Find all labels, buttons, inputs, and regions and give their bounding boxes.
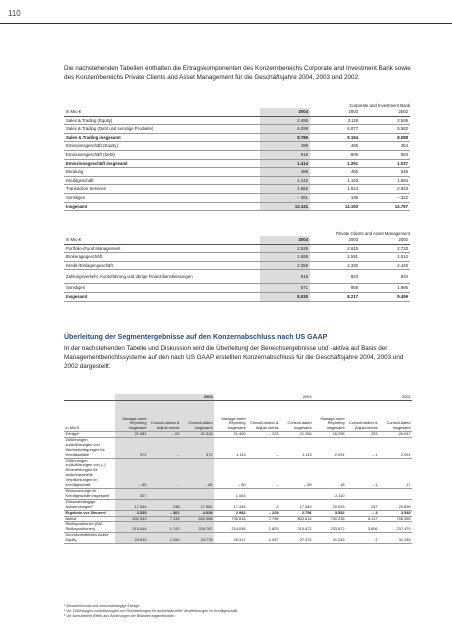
unit-label: in Mio € <box>64 401 115 432</box>
cell-value: – 3 <box>346 510 379 516</box>
table-segment-reconciliation <box>64 394 412 544</box>
cib-table <box>64 108 410 211</box>
cell-value: 1.414 <box>260 159 310 168</box>
cell-value <box>181 488 214 499</box>
pcam-table <box>64 236 410 302</box>
cell-value: 803.614 <box>280 516 313 522</box>
cell-value: 2.425 <box>360 261 410 270</box>
cell-value: – 223 <box>247 432 280 438</box>
intro-paragraph: Die nachstehenden Tabellen enthalten die Ertragskomponenten des Konzernbereichs Corporate and Investment Bank sowie des Konzernbereichs Private Clients and Asset Management für die Geschäftsjahre 2004, 2003 und 2002: <box>64 65 411 81</box>
row-label: Beratung <box>64 168 260 177</box>
column-header-row <box>64 401 412 432</box>
cell-value: 8.088 <box>360 133 410 142</box>
year-header: 2004 <box>260 108 310 116</box>
total-label: Insgesamt <box>64 202 260 211</box>
cell-value: 5.582 <box>360 125 410 134</box>
cell-value: – 50 <box>214 458 247 488</box>
table-row <box>64 150 410 159</box>
cell-value: – <box>247 437 280 458</box>
cell-value <box>379 488 412 499</box>
footnote-2: ² Vor Zuführungen zu/Auflösungen von Rückstellungen für außerbilanzielle Verpflichtungen im Kreditgeschäft. <box>64 609 238 613</box>
column-header: Consoli-dated insgesamt <box>379 401 412 432</box>
cell-value: 2.982 <box>214 510 247 516</box>
column-header: Manage-ment Reporting insgesamt <box>313 401 346 432</box>
year-header: 2002 <box>360 108 410 116</box>
year-header: 2003 <box>310 108 360 116</box>
cell-value: 795.818 <box>214 516 247 522</box>
cell-value: 31.246 <box>379 533 412 544</box>
cell-value: 2.526 <box>260 244 310 253</box>
total-value: 13.331 <box>260 202 310 211</box>
table-row <box>64 185 410 194</box>
cell-value: 8.117 <box>346 516 379 522</box>
table-row <box>64 244 410 253</box>
cell-value: 2.843 <box>360 185 410 194</box>
cell-value: 26.547 <box>379 432 412 438</box>
table-row <box>64 458 412 488</box>
row-label: Kredit-/Einlagengeschäft <box>64 261 260 270</box>
cell-value: 215.672 <box>280 522 313 533</box>
year-header: 2002 <box>360 236 410 244</box>
table-row <box>64 522 412 533</box>
cell-value: 571 <box>260 284 310 293</box>
row-label: Brokeragegeschäft <box>64 253 260 262</box>
cell-value: 1.113 <box>280 437 313 458</box>
row-label: Sonstiges <box>64 193 260 202</box>
cell-value: 1.825 <box>247 522 280 533</box>
total-label: Insgesamt <box>64 292 260 301</box>
reconciliation-table <box>64 394 412 544</box>
total-value: 14.193 <box>310 202 360 211</box>
row-label: Zuführungen zu/Auflösungen von Wertberichtigungen für Kreditausfälle <box>64 437 115 458</box>
cell-value: 4.330 <box>115 510 148 516</box>
cell-value: 6.299 <box>260 125 310 134</box>
cell-value: 17 <box>379 458 412 488</box>
total-row <box>64 202 410 211</box>
cell-value: 1.986 <box>360 284 410 293</box>
cell-value: 2.091 <box>313 437 346 458</box>
cell-value: 1.259 <box>148 533 181 544</box>
cell-value: 3 <box>247 499 280 510</box>
cell-value: – 63 <box>148 432 181 438</box>
cell-value: 26.295 <box>313 432 346 438</box>
cell-value: 9.194 <box>310 133 360 142</box>
row-label: Zinsunabhängige Aufwendungen² <box>64 499 115 510</box>
row-label: Emissionsgeschäft (Equity) <box>64 142 260 151</box>
cell-value: 20.633 <box>313 499 346 510</box>
cell-value: 257 <box>346 499 379 510</box>
row-label: Portfolio-/Fund Management <box>64 244 260 253</box>
section-paragraph: In der nachstehenden Tabelle und Diskussion wird die Überleitung der Bereichsergebnisse und -aktiva auf Basis der Managementberichtssysteme auf den nach US GAAP erstellten Konzernabschluss für die Geschäftsjahre 2004, 2003 und 2002 dargestellt: <box>64 345 404 370</box>
table-row <box>64 193 410 202</box>
table-corporate-investment-bank <box>64 103 410 211</box>
cell-value: – <box>247 458 280 488</box>
cell-value: 485 <box>310 142 360 151</box>
cell-value: 21.918 <box>181 432 214 438</box>
table-row <box>64 176 410 185</box>
column-header: Consoli-dated insgesamt <box>280 401 313 432</box>
table-row <box>64 116 410 125</box>
cell-value: 916 <box>260 150 310 159</box>
cell-value: 21.490 <box>214 432 247 438</box>
cell-value: – 1 <box>346 458 379 488</box>
cell-value: 233.872 <box>313 522 346 533</box>
cell-value: 17.582 <box>181 499 214 510</box>
cell-value: 1.113 <box>214 437 247 458</box>
cell-value: 31.243 <box>313 533 346 544</box>
cell-value: – <box>148 458 181 488</box>
total-value: 8.030 <box>260 292 310 301</box>
cell-value: 6.077 <box>310 125 360 134</box>
cell-value: 2.506 <box>360 116 410 125</box>
cell-value: 17.449 <box>280 499 313 510</box>
cell-value: 1.914 <box>310 185 360 194</box>
cell-value: 750.238 <box>313 516 346 522</box>
cell-value: 2.615 <box>310 244 360 253</box>
year-header: 2004 <box>115 394 214 401</box>
row-label: Risikovorsorge im Kreditgeschäft insgesamt <box>64 488 115 499</box>
cell-value: – 1 <box>346 437 379 458</box>
cell-value: – 322 <box>360 193 410 202</box>
cell-value: – 50 <box>280 458 313 488</box>
cell-value: 1.743 <box>148 522 181 533</box>
total-value: 8.217 <box>310 292 360 301</box>
cell-value: 840.068 <box>181 516 214 522</box>
total-row <box>64 292 410 301</box>
cell-value: 17.445 <box>214 499 247 510</box>
cell-value: 8.785 <box>260 133 310 142</box>
cell-value: 18 <box>313 458 346 488</box>
cell-value: 823 <box>310 270 360 284</box>
cell-value <box>346 488 379 499</box>
cell-value: 1.037 <box>360 159 410 168</box>
table-private-clients-asset-management <box>64 231 410 302</box>
section-heading: Überleitung der Segmentergebnisse auf den Konzernabschluss nach US GAAP <box>64 334 328 341</box>
table-row <box>64 159 410 168</box>
cell-value: 1.142 <box>260 176 310 185</box>
cell-value <box>280 488 313 499</box>
row-label: Emissionsgeschäft (Debt) <box>64 150 260 159</box>
row-label: Zuführungen zu/Auflösungen von (–) Rückstellungen für außerbilanzielle Verpflichtungen im Kreditgeschäft <box>64 458 115 488</box>
cell-value: 843 <box>360 270 410 284</box>
cell-value: 2.358 <box>260 261 310 270</box>
cell-value: – 65 <box>115 458 148 488</box>
total-value: 13.797 <box>360 202 410 211</box>
cell-value: 20.890 <box>379 499 412 510</box>
year-header: 2004 <box>260 236 310 244</box>
column-header: Manage-ment Reporting insgesamt <box>115 401 148 432</box>
cell-value: 2.330 <box>310 261 360 270</box>
unit-label: in Mio € <box>64 236 260 244</box>
cell-value: 7.135 <box>148 516 181 522</box>
total-value: 9.499 <box>360 292 410 301</box>
cell-value: 832.933 <box>115 516 148 522</box>
cell-value: 2.486 <box>260 116 310 125</box>
row-label: Zahlungsverkehr, Kontoführung und übrige Finanzdienstleistungen <box>64 270 260 284</box>
table-row <box>64 437 412 458</box>
table-caption: Private Clients and Asset Management <box>335 231 410 236</box>
cell-value: 1.193 <box>310 176 360 185</box>
row-label: Erträge¹ <box>64 432 115 438</box>
cell-value: 546 <box>360 168 410 177</box>
cell-value: 3.552 <box>313 510 346 516</box>
year-header: 2003 <box>214 394 313 401</box>
column-header: Consoli-dation & Adjust-ments <box>148 401 181 432</box>
footnotes <box>64 604 444 619</box>
footnote-1: ¹ Zinsüberschuss und zinsunabhängige Erträge. <box>64 604 141 608</box>
cell-value: 1.291 <box>310 159 360 168</box>
cell-value: 26.317 <box>214 533 247 544</box>
cell-value: 1.862 <box>260 185 310 194</box>
cell-value: – 361 <box>260 193 310 202</box>
table-row <box>64 488 412 499</box>
cell-value: 2.110 <box>313 488 346 499</box>
row-label: Sales & Trading (Equity) <box>64 116 260 125</box>
row-label: Sales & Trading insgesamt <box>64 133 260 142</box>
row-label: Emissionsgeschäft insgesamt <box>64 159 260 168</box>
cell-value: 499 <box>260 142 310 151</box>
cell-value: 24.778 <box>181 533 214 544</box>
year-header: 2003 <box>310 236 360 244</box>
cell-value: 1.591 <box>310 253 360 262</box>
cell-value: 21.268 <box>280 432 313 438</box>
cell-value: 7.796 <box>247 516 280 522</box>
column-header: Consoli-dation & Adjust-ments <box>247 401 280 432</box>
row-label: Sonstiges <box>64 284 260 293</box>
cell-value: – 225 <box>247 510 280 516</box>
row-label: Sales & Trading (Debt und sonstige Produkte) <box>64 125 260 134</box>
cell-value: 3.606 <box>346 522 379 533</box>
cell-value: 238 <box>148 499 181 510</box>
row-label: Kreditgeschäft <box>64 176 260 185</box>
cell-value <box>247 488 280 499</box>
table-header-row <box>64 236 410 244</box>
footnote-3: ³ Vor kumuliertem Effekt aus Änderungen der Bilanzierungsmethoden. <box>64 614 176 618</box>
column-header: Consoli-dated insgesamt <box>181 401 214 432</box>
cell-value: 1.604 <box>360 176 410 185</box>
table-row <box>64 270 410 284</box>
cell-value <box>148 488 181 499</box>
cell-value: 2.733 <box>360 244 410 253</box>
cell-value: 23.519 <box>115 533 148 544</box>
cell-value: 214.048 <box>214 522 247 533</box>
cell-value: 915 <box>260 270 310 284</box>
table-row <box>64 499 412 510</box>
table-row <box>64 133 410 142</box>
unit-label: in Mio € <box>64 108 260 116</box>
column-header: Consoli-dation & Adjust-ments <box>346 401 379 432</box>
cell-value: 2.756 <box>280 510 313 516</box>
table-row <box>64 253 410 262</box>
row-label: Ergebnis vor Steuern³ <box>64 510 115 516</box>
cell-value: – <box>148 437 181 458</box>
page-number: 110 <box>8 9 21 18</box>
cell-value: 2.091 <box>379 437 412 458</box>
cell-value: 758.355 <box>379 516 412 522</box>
column-header: Manage-ment Reporting insgesamt <box>214 401 247 432</box>
cell-value: 4.029 <box>181 510 214 516</box>
cell-value: 806 <box>310 150 360 159</box>
cell-value: 307 <box>115 488 148 499</box>
cell-value: 488 <box>260 168 310 177</box>
cell-value: 354 <box>360 142 410 151</box>
cell-value: 465 <box>310 168 360 177</box>
row-label: Aktiva <box>64 516 115 522</box>
cell-value: 1.057 <box>247 533 280 544</box>
cell-value: 1.659 <box>260 253 310 262</box>
cell-value: 253 <box>346 432 379 438</box>
cell-value: – 65 <box>181 458 214 488</box>
table-header-row <box>64 108 410 116</box>
row-label: Durchschnittliches Active Equity <box>64 533 115 544</box>
row-label: Risikopositionen (BIZ-Risikopositionen) <box>64 522 115 533</box>
table-row <box>64 261 410 270</box>
cell-value: 2 <box>346 533 379 544</box>
cell-value: 136 <box>310 193 360 202</box>
table-row <box>64 284 410 293</box>
cell-value: 215.044 <box>115 522 148 533</box>
cell-value: 1.512 <box>360 253 410 262</box>
cell-value: 21.981 <box>115 432 148 438</box>
cell-value: – 301 <box>148 510 181 516</box>
table-row <box>64 533 412 544</box>
row-label: Transaction Services <box>64 185 260 194</box>
table-row <box>64 125 410 134</box>
cell-value: 1.063 <box>214 488 247 499</box>
cell-value: 237.479 <box>379 522 412 533</box>
header-rule <box>0 23 452 24</box>
cell-value: 372 <box>181 437 214 458</box>
cell-value: 683 <box>360 150 410 159</box>
cell-value: 216.787 <box>181 522 214 533</box>
cell-value: 27.374 <box>280 533 313 544</box>
cell-value: 3.549 <box>379 510 412 516</box>
cell-value: 17.344 <box>115 499 148 510</box>
table-row <box>64 168 410 177</box>
table-caption: Corporate and Investment Bank <box>349 103 410 108</box>
cell-value: 3.118 <box>310 116 360 125</box>
year-header: 2002 <box>313 394 412 401</box>
table-row <box>64 142 410 151</box>
cell-value: 858 <box>310 284 360 293</box>
cell-value: 372 <box>115 437 148 458</box>
